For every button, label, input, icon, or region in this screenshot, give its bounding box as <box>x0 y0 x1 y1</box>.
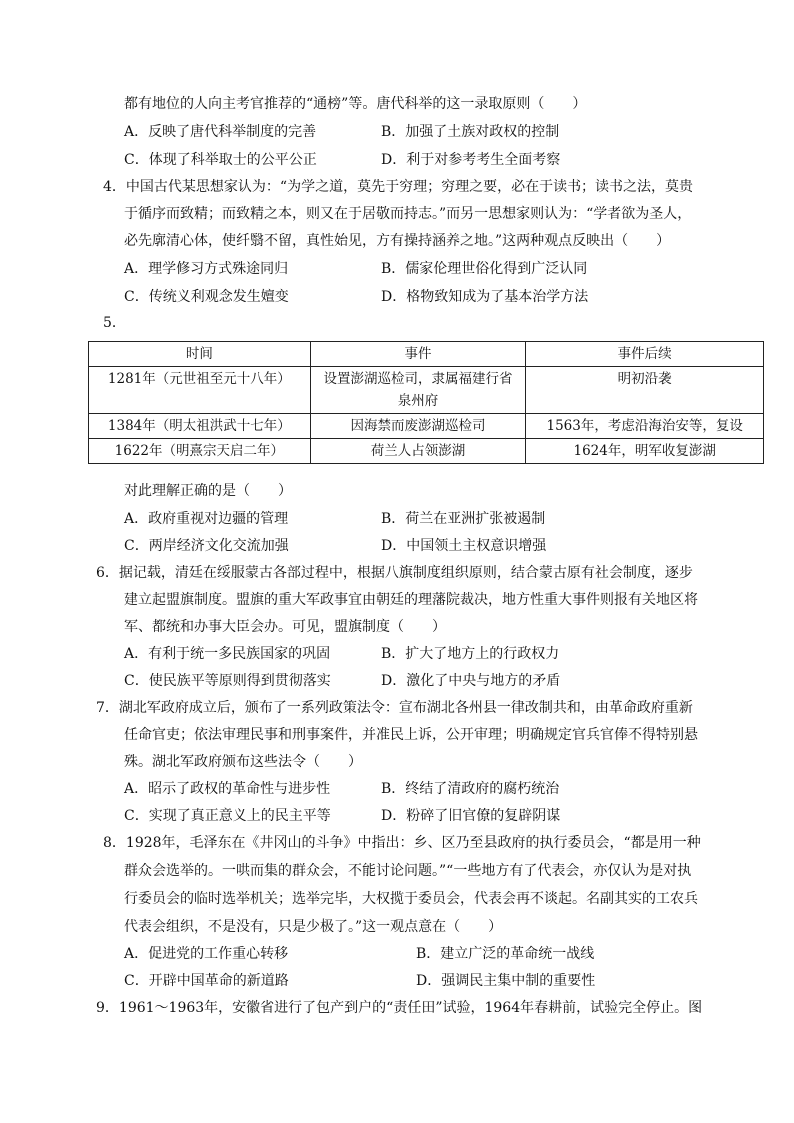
q5-cell-followup: 1563年，考虑沿海治安等，复设 <box>526 414 764 439</box>
q6-option-a: A．有利于统一多民族国家的巩固 <box>124 646 331 662</box>
q7-stem-line-3: 殊。湖北军政府颁布这些法令（ ） <box>124 754 362 770</box>
q6-option-b: B．扩大了地方上的行政权力 <box>381 646 560 662</box>
q6-option-c: C．使民族平等原则得到贯彻落实 <box>124 673 331 689</box>
q4-option-c: C．传统义利观念发生嬗变 <box>124 289 289 305</box>
q8-stem-line-3: 行委员会的临时选举机关；选举完毕，大权揽于委员会，代表会再不谈起。名副其实的工农兵 <box>124 891 698 907</box>
q8-stem-line-4: 代表会组织，不是没有，只是少极了。”这一观点意在（ ） <box>124 919 503 935</box>
q7-option-b: B．终结了清政府的腐朽统治 <box>381 781 560 797</box>
q3-stem-continued: 都有地位的人向主考官推荐的“通榜”等。唐代科举的这一录取原则（ ） <box>124 96 587 112</box>
q6-stem-line-3: 军、都统和办事大臣会办。可见，盟旗制度（ ） <box>124 619 446 635</box>
q5-cell-event-line-2: 泉州府 <box>397 393 439 409</box>
q5-cell-event: 荷兰人占领澎湖 <box>310 439 526 464</box>
q4-stem-line-2: 于循序而致精；而致精之本，则又在于居敬而持志。”而另一思想家则认为：“学者欲为圣人， <box>124 206 692 222</box>
q8-option-b: B．建立广泛的革命统一战线 <box>416 946 595 962</box>
q7-option-a: A．昭示了政权的革命性与进步性 <box>124 781 331 797</box>
q5-header-followup: 事件后续 <box>526 342 764 367</box>
q6-stem-line-2: 建立起盟旗制度。盟旗的重大军政事宜由朝廷的理藩院裁决，地方性重大事件则报有关地区将 <box>124 592 698 608</box>
q5-cell-event: 因海禁而废澎湖巡检司 <box>310 414 526 439</box>
q7-option-d: D．粉碎了旧官僚的复辟阴谋 <box>381 808 561 824</box>
q3-option-a: A．反映了唐代科举制度的完善 <box>124 124 317 140</box>
q5-header-event: 事件 <box>310 342 526 367</box>
q6-option-d: D．激化了中央与地方的矛盾 <box>381 673 561 689</box>
q5-option-a: A．政府重视对边疆的管理 <box>124 511 289 527</box>
q5-header-time: 时间 <box>89 342 311 367</box>
table-row <box>89 414 764 439</box>
q5-option-c: C．两岸经济文化交流加强 <box>124 538 289 554</box>
table-row <box>89 367 764 414</box>
q3-option-c: C．体现了科举取士的公平公正 <box>124 152 317 168</box>
q8-stem-line-2: 群众会选举的。一哄而集的群众会，不能讨论问题。”“一些地方有了代表会，亦仅认为是对执 <box>124 863 692 879</box>
q8-option-d: D．强调民主集中制的重要性 <box>416 973 596 989</box>
q5-number: 5． <box>103 315 126 331</box>
q5-cell-time: 1281年（元世祖至元十八年） <box>89 367 311 414</box>
q7-stem-line-1: 7．湖北军政府成立后，颁布了一系列政策法令：宣布湖北各州县一律改制共和，由革命政府重新 <box>96 700 693 716</box>
q5-stem: 对此理解正确的是（ ） <box>124 483 292 499</box>
table-row <box>89 439 764 464</box>
q4-option-d: D．格物致知成为了基本治学方法 <box>381 289 589 305</box>
q4-option-a: A．理学修习方式殊途同归 <box>124 261 289 277</box>
q5-option-d: D．中国领土主权意识增强 <box>381 538 547 554</box>
q5-cell-followup: 1624年，明军收复澎湖 <box>526 439 764 464</box>
q5-cell-event-line-1: 设置澎湖巡检司，隶属福建行省 <box>323 371 513 387</box>
q8-option-c: C．开辟中国革命的新道路 <box>124 973 289 989</box>
q5-cell-time: 1384年（明太祖洪武十七年） <box>89 414 311 439</box>
q5-cell-event <box>310 367 526 414</box>
q9-stem-line-1: 9．1961～1963年，安徽省进行了包产到户的“责任田”试验，1964年春耕前，试验完全停止。图 <box>96 1000 703 1016</box>
q4-option-b: B．儒家伦理世俗化得到广泛认同 <box>381 261 588 277</box>
q5-table <box>88 341 764 464</box>
q6-stem-line-1: 6．据记载，清廷在绥服蒙古各部过程中，根据八旗制度组织原则，结合蒙古原有社会制度，逐步 <box>96 565 693 581</box>
q3-option-d: D．利于对参考考生全面考察 <box>381 152 561 168</box>
q4-stem-line-3: 必先廓清心体，使纤翳不留，真性始见，方有操持涵养之地。”这两种观点反映出（ ） <box>124 233 671 249</box>
q7-stem-line-2: 任命官吏；依法审理民事和刑事案件，并准民上诉，公开审理；明确规定官兵官俸不得特别悬 <box>124 727 698 743</box>
q7-option-c: C．实现了真正意义上的民主平等 <box>124 808 331 824</box>
q4-stem-line-1: 4．中国古代某思想家认为：“为学之道，莫先于穷理；穷理之要，必在于读书；读书之法，莫贵 <box>103 179 694 195</box>
q5-table-header-row <box>89 342 764 367</box>
q8-stem-line-1: 8．1928年，毛泽东在《井冈山的斗争》中指出：乡、区乃至县政府的执行委员会，“都是用一种 <box>103 835 701 851</box>
q5-cell-time: 1622年（明熹宗天启二年） <box>89 439 311 464</box>
q3-option-b: B．加强了土族对政权的控制 <box>381 124 560 140</box>
q8-option-a: A．促进党的工作重心转移 <box>124 946 289 962</box>
q5-cell-followup: 明初沿袭 <box>526 367 764 414</box>
q5-option-b: B．荷兰在亚洲扩张被遏制 <box>381 511 546 527</box>
